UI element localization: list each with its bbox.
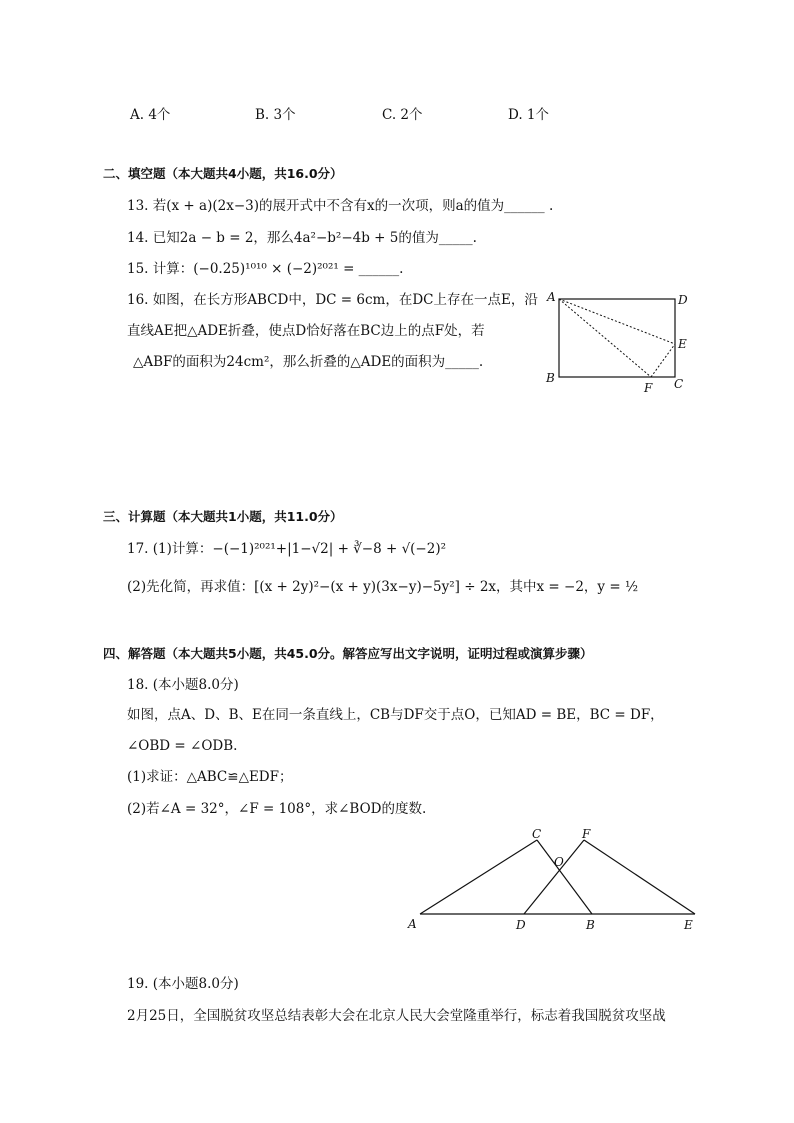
choice-c: C. 2个 (382, 107, 423, 123)
triangles-figure (400, 822, 710, 937)
question-16-line3: △ABF的面积为24cm²，那么折叠的△ADE的面积为_____. (133, 354, 484, 370)
question-18-part2: (2)若∠A = 32°，∠F = 108°，求∠BOD的度数. (127, 801, 427, 817)
question-17-part2: (2)先化简，再求值：[(x + 2y)²−(x + y)(3x−y)−5y²] ÷ 2x，其中x = −2，y = ½ (127, 579, 639, 595)
label-D: D (678, 293, 688, 307)
label-F: F (582, 827, 591, 841)
question-18-line2: ∠OBD = ∠ODB. (127, 738, 238, 754)
question-15: 15. 计算：(−0.25)¹⁰¹⁰ × (−2)²⁰²¹ = ______. (127, 261, 404, 277)
choice-a: A. 4个 (130, 107, 171, 123)
rectangle-abcd (559, 299, 675, 377)
section2-heading: 二、填空题（本大题共4小题，共16.0分） (103, 166, 343, 181)
label-O: O (554, 855, 564, 869)
label-F: F (644, 381, 653, 395)
question-18-part1: (1)求证：△ABC≌△EDF； (127, 769, 293, 785)
label-A: A (408, 917, 417, 931)
question-16-line2: 直线AE把△ADE折叠，使点D恰好落在BC边上的点F处，若 (127, 323, 485, 339)
segment-fe (651, 344, 675, 377)
question-13: 13. 若(x + a)(2x−3)的展开式中不含有x的一次项，则a的值为______ . (127, 198, 554, 214)
fold-line-ae (559, 299, 675, 344)
segment-fe (584, 840, 695, 914)
choice-d: D. 1个 (508, 107, 550, 123)
question-17-part1: 17. (1)计算：−(−1)²⁰²¹+|1−√2| + ∛−8 + √(−2)² (127, 541, 447, 557)
segment-df (524, 840, 584, 914)
label-C: C (532, 827, 542, 841)
label-B: B (586, 918, 595, 932)
question-18-line1: 如图，点A、D、B、E在同一条直线上，CB与DF交于点O，已知AD = BE，BC = DF， (127, 707, 664, 723)
question-19-line1: 2月25日，全国脱贫攻坚总结表彰大会在北京人民大会堂隆重举行，标志着我国脱贫攻坚战 (127, 1008, 666, 1024)
question-18-title: 18. (本小题8.0分) (127, 677, 239, 693)
label-E: E (678, 337, 687, 351)
section4-heading: 四、解答题（本大题共5小题，共45.0分。解答应写出文字说明，证明过程或演算步骤） (103, 646, 593, 661)
question-19-title: 19. (本小题8.0分) (127, 976, 239, 992)
segment-ac (420, 840, 537, 914)
choice-b: B. 3个 (255, 107, 296, 123)
label-E: E (684, 918, 693, 932)
question-14: 14. 已知2a − b = 2，那么4a²−b²−4b + 5的值为_____. (127, 230, 477, 246)
segment-af (559, 299, 651, 377)
segment-cb (537, 840, 592, 914)
label-D: D (516, 918, 526, 932)
question-16-line1: 16. 如图，在长方形ABCD中，DC = 6cm，在DC上存在一点E，沿 (127, 292, 538, 308)
label-C: C (674, 377, 684, 391)
label-B: B (546, 371, 555, 385)
label-A: A (547, 290, 556, 304)
rectangle-fold-figure (540, 288, 700, 398)
section3-heading: 三、计算题（本大题共1小题，共11.0分） (103, 509, 343, 524)
